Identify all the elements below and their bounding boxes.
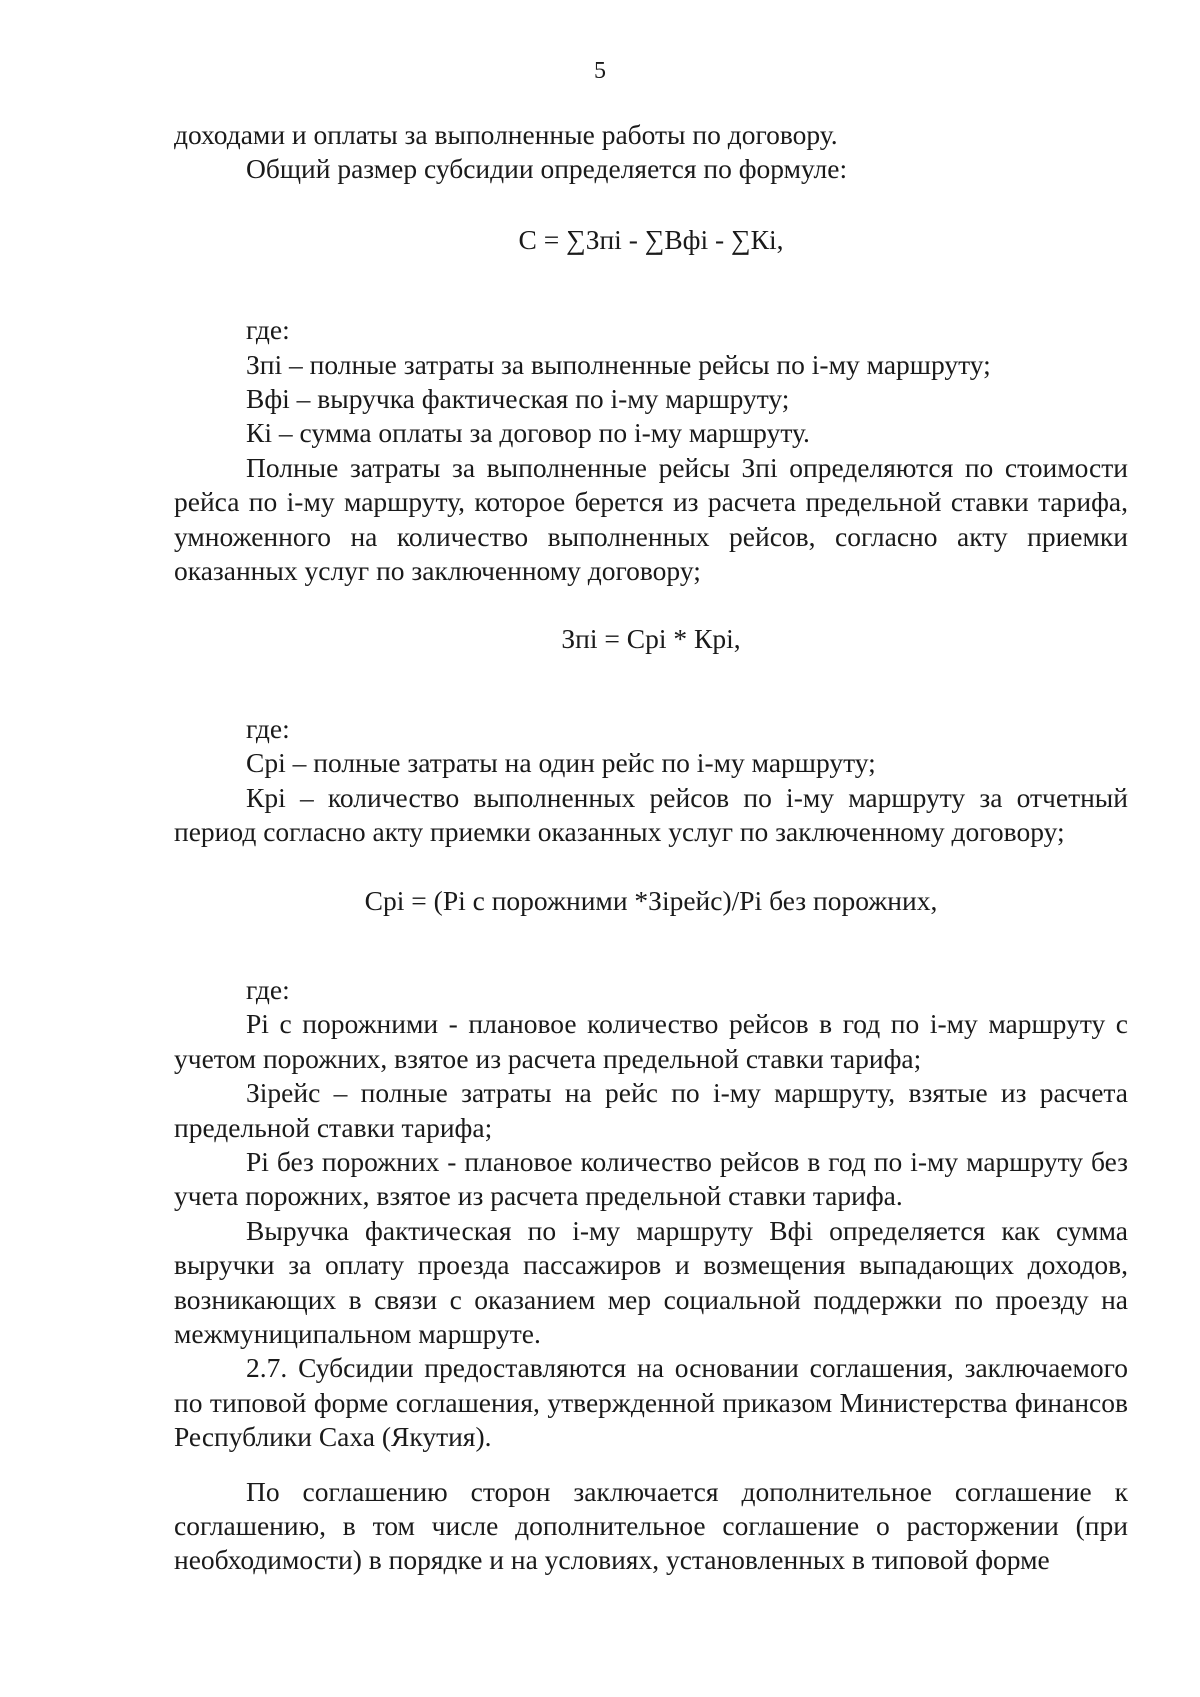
definition-zi-trip: Зiрейс – полные затраты на рейс по i-му маршруту, взятые из расчета предельной ставки тарифа;	[174, 1077, 1128, 1143]
document-body	[174, 118, 1128, 1578]
where-label: где:	[246, 973, 290, 1005]
definition-zpi: Зпi – полные затраты за выполненные рейсы по i-му маршруту;	[246, 348, 991, 380]
definition-kpi: Крi – количество выполненных рейсов по i-му маршруту за отчетный период согласно акту приемки оказанных услуг по заключенному договору;	[174, 781, 1128, 848]
definition-vfi: Вфi – выручка фактическая по i-му маршруту;	[246, 383, 790, 415]
paragraph-actual-revenue: Выручка фактическая по i-му маршруту Вфi определяется как сумма выручки за оплату проезда пассажиров и возмещения выпадающих доходов, возникающих в связи с оказанием мер социальной поддержки по проезду на межмуниципальном маршруте.	[174, 1214, 1128, 1349]
formula-total-subsidy: С = ∑Зпi - ∑Вфi - ∑Кi,	[518, 223, 784, 255]
formula-zpi: Зпi = Срi * Крi,	[561, 623, 741, 655]
paragraph-total-subsidy-intro: Общий размер субсидии определяется по формуле:	[246, 153, 848, 185]
paragraph-intro-continuation: доходами и оплаты за выполненные работы по договору.	[174, 119, 838, 150]
definition-pi-with-empty: Рi с порожними - плановое количество рейсов в год по i-му маршруту с учетом порожних, взятое из расчета предельной ставки тарифа;	[174, 1008, 1128, 1074]
where-label: где:	[246, 314, 290, 346]
formula-cpi: Срi = (Рi с порожними *Зiрейс)/Рi без порожних,	[364, 884, 938, 916]
where-label: где:	[246, 712, 290, 744]
paragraph-agreement: По соглашению сторон заключается дополнительное соглашение к соглашению, в том числе дополнительное соглашение о расторжении (при необходимости) в порядке и на условиях, установленных в типовой форме	[174, 1475, 1128, 1576]
paragraph-full-costs: Полные затраты за выполненные рейсы Зпi определяются по стоимости рейса по i-му маршруту, которое берется из расчета предельной ставки тарифа, умноженного на количество выполненных рейсов, согласно акту приемки оказанных услуг по заключенному договору;	[174, 451, 1128, 587]
definition-pi-without-empty: Рi без порожних - плановое количество рейсов в год по i-му маршруту без учета порожних, взятое из расчета предельной ставки тарифа.	[174, 1145, 1128, 1212]
page-number: 5	[594, 58, 606, 84]
definition-ki: Кi – сумма оплаты за договор по i-му маршруту.	[246, 417, 810, 449]
definition-cpi: Срi – полные затраты на один рейс по i-му маршруту;	[246, 747, 876, 779]
paragraph-2-7: 2.7. Субсидии предоставляются на основании соглашения, заключаемого по типовой форме соглашения, утвержденной приказом Министерства финансов Республики Саха (Якутия).	[174, 1352, 1128, 1453]
